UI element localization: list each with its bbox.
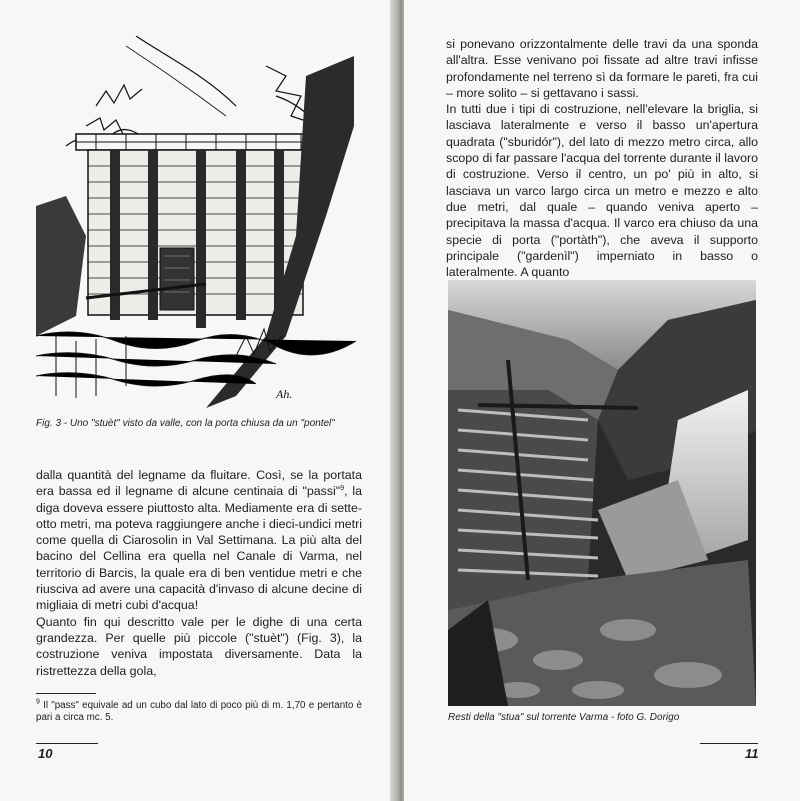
page-number: 11 [745, 746, 759, 761]
artist-signature: Ah. [276, 387, 293, 401]
footnote: $^9$ Il "pass" equivale ad un cubo dal lato di poco più di m. 1,70 e pertanto è pari a circa mc. 5. [36, 698, 362, 723]
paragraph: Quanto fin qui descritto vale per le dighe di una certa grandezza. Per quelle più piccole ("stuèt") (Fig. 3), la costruzione veniva impostata diversamente. Data la ristrettezza della gola, [36, 614, 362, 678]
page-number-rule [700, 743, 758, 744]
figure-caption: Fig. 3 - Uno "stuèt" visto da valle, con la porta chiusa da un "pontel" [36, 418, 335, 429]
page-number: 10 [38, 746, 53, 761]
footnote-divider [36, 693, 96, 694]
paragraph: In tutti due i tipi di costruzione, nell'elevare la briglia, si lasciava lateralmente e verso il basso un'apertura quadrata ("sburidór"), del lato di mezzo metro circa, allo scopo di far passare l'acqua del torrente durante il lavoro di costruzione. Verso il centro, un po' più in alto, si lasciava un varco largo circa un metro e mezzo e alto due metri, dal quale – quando veniva aperto – precipitava la massa d'acqua. Il varco era chiuso da una specie di porta ("portàth"), che aveva il supporto principale ("gardenìl") imperniato in basso o lateralmente. A quanto [446, 102, 758, 280]
footnote-ref: 9 [340, 485, 345, 493]
dam-illustration [36, 36, 358, 408]
paragraph: dalla quantità del legname da fluitare. Così, se la portata era bassa ed il legname di alcune centinaia di "passi"$^9$, la diga doveva essere piuttosto alta. Mediamente era di sette-otto metri, ma poteva raggiungere anche i dieci-undici metri come quella di Ciarosolin in Val Settimana. La più alta del bacino del Cellina era quella nel Canale di Varma, nel territorio di Barcis, la quale era di ben ventidue metri e che riusciva ad avere una capacità d'invaso di alcune decine di migliaia di metri cubi d'acqua! [36, 468, 362, 613]
page-number-rule [36, 743, 98, 744]
paragraph: si ponevano orizzontalmente delle travi da una sponda all'altra. Esse venivano poi fissate ad altre travi infisse profondamente nel terreno sì da formare le pareti, fra cui – more solito – si gettavano i sassi. [446, 37, 758, 100]
photo-caption: Resti della "stua" sul torrente Varma - foto G. Dorigo [448, 712, 680, 723]
right-body-text [446, 36, 758, 280]
dam-remains-photo [448, 280, 756, 706]
left-body-text [36, 467, 362, 679]
left-page [0, 0, 396, 801]
